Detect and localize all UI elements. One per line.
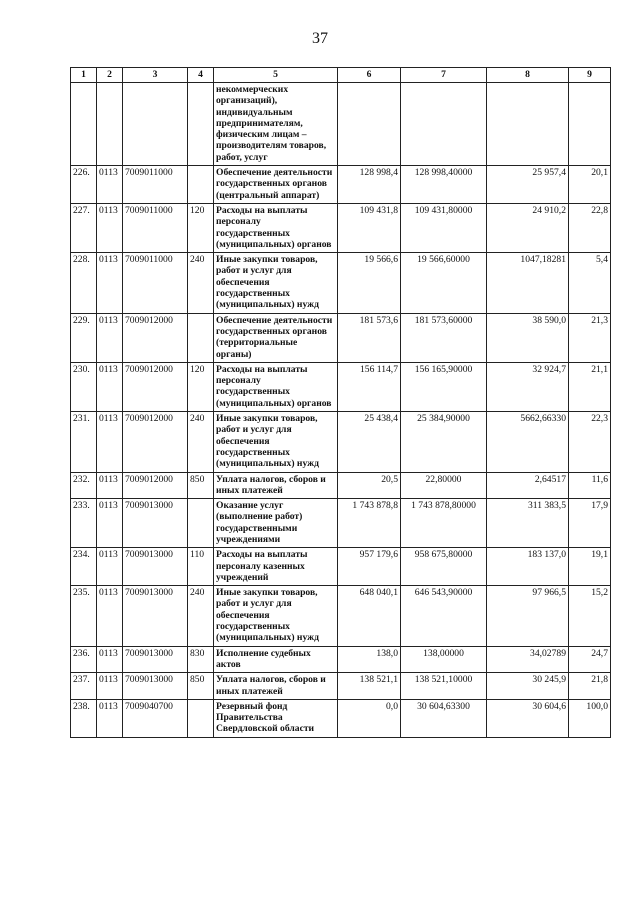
- table-row: [71, 166, 611, 204]
- budget-amount-cell: [401, 83, 487, 166]
- table-row: [71, 472, 611, 499]
- row-number-cell: 227.: [71, 203, 97, 252]
- execution-percent-cell: 19,1: [569, 548, 611, 586]
- target-code-cell: 7009013000: [123, 673, 188, 700]
- approved-amount-cell: 181 573,6: [338, 313, 401, 362]
- target-code-cell: [123, 83, 188, 166]
- row-number-cell: 233.: [71, 499, 97, 548]
- budget-amount-cell: 958 675,80000: [401, 548, 487, 586]
- approved-amount-cell: 648 040,1: [338, 586, 401, 646]
- col-header-8: 8: [487, 68, 569, 83]
- approved-amount-cell: 957 179,6: [338, 548, 401, 586]
- section-code-cell: 0113: [97, 499, 123, 548]
- executed-amount-cell: 24 910,2: [487, 203, 569, 252]
- execution-percent-cell: 24,7: [569, 646, 611, 673]
- row-number-cell: 230.: [71, 362, 97, 411]
- header-row: [71, 68, 611, 83]
- row-number-cell: 238.: [71, 699, 97, 737]
- row-number-cell: 229.: [71, 313, 97, 362]
- section-code-cell: 0113: [97, 362, 123, 411]
- table-row: [71, 673, 611, 700]
- execution-percent-cell: 100,0: [569, 699, 611, 737]
- budget-amount-cell: 30 604,63300: [401, 699, 487, 737]
- execution-percent-cell: 5,4: [569, 253, 611, 313]
- col-header-1: 1: [71, 68, 97, 83]
- approved-amount-cell: 25 438,4: [338, 412, 401, 472]
- budget-amount-cell: 109 431,80000: [401, 203, 487, 252]
- row-number-cell: 236.: [71, 646, 97, 673]
- description-cell: Резервный фонд Правительства Свердловской области: [214, 699, 338, 737]
- row-number-cell: 234.: [71, 548, 97, 586]
- table-row: [71, 586, 611, 646]
- row-number-cell: 235.: [71, 586, 97, 646]
- execution-percent-cell: 21,8: [569, 673, 611, 700]
- budget-amount-cell: 22,80000: [401, 472, 487, 499]
- row-number-cell: 237.: [71, 673, 97, 700]
- expense-type-cell: 240: [188, 412, 214, 472]
- table-row: [71, 646, 611, 673]
- table-row: [71, 699, 611, 737]
- executed-amount-cell: 2,64517: [487, 472, 569, 499]
- page-number: 37: [312, 30, 328, 47]
- col-header-3: 3: [123, 68, 188, 83]
- row-number-cell: 228.: [71, 253, 97, 313]
- executed-amount-cell: 30 604,6: [487, 699, 569, 737]
- section-code-cell: 0113: [97, 313, 123, 362]
- description-cell: Иные закупки товаров, работ и услуг для обеспечения государственных (муниципальных) нужд: [214, 412, 338, 472]
- budget-amount-cell: 25 384,90000: [401, 412, 487, 472]
- execution-percent-cell: 11,6: [569, 472, 611, 499]
- execution-percent-cell: 15,2: [569, 586, 611, 646]
- target-code-cell: 7009013000: [123, 586, 188, 646]
- budget-amount-cell: 128 998,40000: [401, 166, 487, 204]
- description-cell: Исполнение судебных актов: [214, 646, 338, 673]
- expense-type-cell: 850: [188, 472, 214, 499]
- row-number-cell: 232.: [71, 472, 97, 499]
- description-cell: некоммерческих организаций), индивидуальным предпринимателям, физическим лицам – производителям товаров, работ, услуг: [214, 83, 338, 166]
- target-code-cell: 7009012000: [123, 362, 188, 411]
- table-body: [71, 83, 611, 738]
- description-cell: Уплата налогов, сборов и иных платежей: [214, 673, 338, 700]
- approved-amount-cell: 138,0: [338, 646, 401, 673]
- expense-type-cell: [188, 313, 214, 362]
- approved-amount-cell: 156 114,7: [338, 362, 401, 411]
- section-code-cell: 0113: [97, 412, 123, 472]
- approved-amount-cell: 109 431,8: [338, 203, 401, 252]
- section-code-cell: 0113: [97, 548, 123, 586]
- executed-amount-cell: 311 383,5: [487, 499, 569, 548]
- budget-amount-cell: 1 743 878,80000: [401, 499, 487, 548]
- col-header-6: 6: [338, 68, 401, 83]
- executed-amount-cell: 97 966,5: [487, 586, 569, 646]
- approved-amount-cell: 20,5: [338, 472, 401, 499]
- approved-amount-cell: 0,0: [338, 699, 401, 737]
- execution-percent-cell: 22,8: [569, 203, 611, 252]
- description-cell: Обеспечение деятельности государственных органов (территориальные органы): [214, 313, 338, 362]
- description-cell: Расходы на выплаты персоналу казенных учреждений: [214, 548, 338, 586]
- row-number-cell: 226.: [71, 166, 97, 204]
- col-header-4: 4: [188, 68, 214, 83]
- section-code-cell: 0113: [97, 253, 123, 313]
- approved-amount-cell: [338, 83, 401, 166]
- expense-type-cell: 110: [188, 548, 214, 586]
- expense-type-cell: [188, 499, 214, 548]
- budget-amount-cell: 181 573,60000: [401, 313, 487, 362]
- execution-percent-cell: 20,1: [569, 166, 611, 204]
- col-header-7: 7: [401, 68, 487, 83]
- expense-type-cell: 240: [188, 253, 214, 313]
- target-code-cell: 7009013000: [123, 646, 188, 673]
- col-header-9: 9: [569, 68, 611, 83]
- description-cell: Расходы на выплаты персоналу государственных (муниципальных) органов: [214, 362, 338, 411]
- expense-type-cell: [188, 166, 214, 204]
- description-cell: Иные закупки товаров, работ и услуг для обеспечения государственных (муниципальных) нужд: [214, 586, 338, 646]
- expense-type-cell: 830: [188, 646, 214, 673]
- description-cell: Иные закупки товаров, работ и услуг для обеспечения государственных (муниципальных) нужд: [214, 253, 338, 313]
- budget-amount-cell: 138 521,10000: [401, 673, 487, 700]
- expense-type-cell: 240: [188, 586, 214, 646]
- budget-amount-cell: 646 543,90000: [401, 586, 487, 646]
- executed-amount-cell: 5662,66330: [487, 412, 569, 472]
- description-cell: Обеспечение деятельности государственных органов (центральный аппарат): [214, 166, 338, 204]
- description-cell: Оказание услуг (выполнение работ) государственными учреждениями: [214, 499, 338, 548]
- section-code-cell: 0113: [97, 203, 123, 252]
- row-number-cell: [71, 83, 97, 166]
- expense-type-cell: [188, 83, 214, 166]
- expense-type-cell: 120: [188, 362, 214, 411]
- expense-type-cell: 850: [188, 673, 214, 700]
- budget-amount-cell: 19 566,60000: [401, 253, 487, 313]
- execution-percent-cell: 17,9: [569, 499, 611, 548]
- table-row: [71, 362, 611, 411]
- execution-percent-cell: 21,3: [569, 313, 611, 362]
- approved-amount-cell: 138 521,1: [338, 673, 401, 700]
- target-code-cell: 7009012000: [123, 412, 188, 472]
- section-code-cell: 0113: [97, 472, 123, 499]
- target-code-cell: 7009013000: [123, 499, 188, 548]
- section-code-cell: 0113: [97, 166, 123, 204]
- execution-percent-cell: [569, 83, 611, 166]
- target-code-cell: 7009040700: [123, 699, 188, 737]
- section-code-cell: [97, 83, 123, 166]
- description-cell: Уплата налогов, сборов и иных платежей: [214, 472, 338, 499]
- table-row: [71, 83, 611, 166]
- target-code-cell: 7009011000: [123, 166, 188, 204]
- execution-percent-cell: 22,3: [569, 412, 611, 472]
- target-code-cell: 7009012000: [123, 472, 188, 499]
- table-row: [71, 499, 611, 548]
- section-code-cell: 0113: [97, 646, 123, 673]
- budget-table: [70, 67, 611, 738]
- target-code-cell: 7009011000: [123, 253, 188, 313]
- target-code-cell: 7009013000: [123, 548, 188, 586]
- executed-amount-cell: 1047,18281: [487, 253, 569, 313]
- budget-amount-cell: 138,00000: [401, 646, 487, 673]
- table-row: [71, 253, 611, 313]
- section-code-cell: 0113: [97, 699, 123, 737]
- executed-amount-cell: 25 957,4: [487, 166, 569, 204]
- executed-amount-cell: 38 590,0: [487, 313, 569, 362]
- target-code-cell: 7009011000: [123, 203, 188, 252]
- executed-amount-cell: 34,02789: [487, 646, 569, 673]
- col-header-5: 5: [214, 68, 338, 83]
- executed-amount-cell: 30 245,9: [487, 673, 569, 700]
- table-row: [71, 313, 611, 362]
- executed-amount-cell: 32 924,7: [487, 362, 569, 411]
- expense-type-cell: [188, 699, 214, 737]
- table-row: [71, 412, 611, 472]
- executed-amount-cell: 183 137,0: [487, 548, 569, 586]
- section-code-cell: 0113: [97, 673, 123, 700]
- execution-percent-cell: 21,1: [569, 362, 611, 411]
- executed-amount-cell: [487, 83, 569, 166]
- target-code-cell: 7009012000: [123, 313, 188, 362]
- approved-amount-cell: 19 566,6: [338, 253, 401, 313]
- table-row: [71, 548, 611, 586]
- approved-amount-cell: 128 998,4: [338, 166, 401, 204]
- budget-amount-cell: 156 165,90000: [401, 362, 487, 411]
- expense-type-cell: 120: [188, 203, 214, 252]
- approved-amount-cell: 1 743 878,8: [338, 499, 401, 548]
- section-code-cell: 0113: [97, 586, 123, 646]
- table-row: [71, 203, 611, 252]
- row-number-cell: 231.: [71, 412, 97, 472]
- col-header-2: 2: [97, 68, 123, 83]
- description-cell: Расходы на выплаты персоналу государственных (муниципальных) органов: [214, 203, 338, 252]
